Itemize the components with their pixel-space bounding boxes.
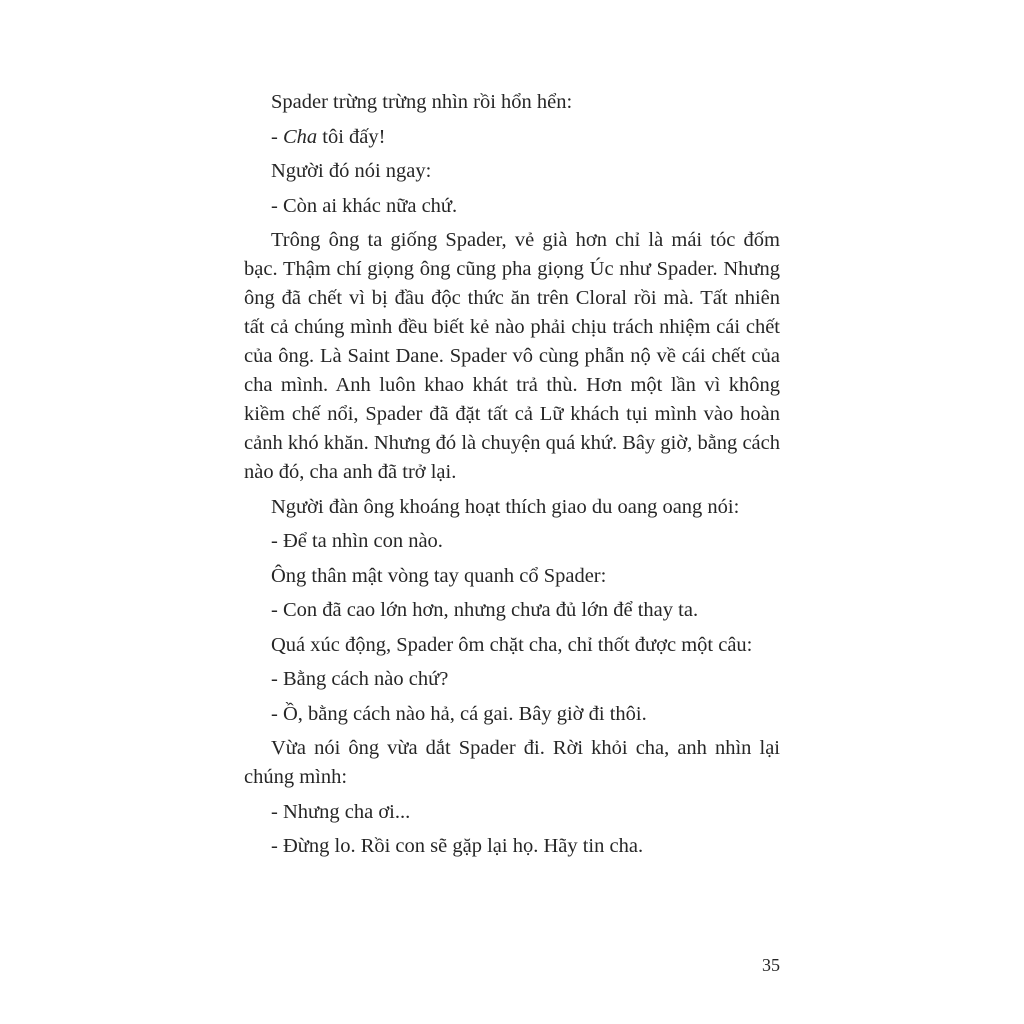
paragraph: Ông thân mật vòng tay quanh cổ Spader: <box>271 564 607 587</box>
dialogue-rest: tôi đấy! <box>317 125 386 148</box>
paragraph: - Để ta nhìn con nào. <box>271 530 443 552</box>
body-text <box>244 88 780 867</box>
dialogue-dash: - <box>271 125 283 148</box>
paragraph: Spader trừng trừng nhìn rồi hổn hển: <box>271 91 573 113</box>
paragraph: - Con đã cao lớn hơn, nhưng chưa đủ lớn để thay ta. <box>271 599 699 621</box>
paragraph: - Bằng cách nào chứ? <box>271 668 449 690</box>
paragraph: - Đừng lo. Rồi con sẽ gặp lại họ. Hãy tin cha. <box>271 835 644 857</box>
page-number: 35 <box>762 955 780 975</box>
paragraph: - Ồ, bằng cách nào hả, cá gai. Bây giờ đi thôi. <box>271 702 647 725</box>
emphasis-word: Cha <box>282 125 318 148</box>
paragraph: Trông ông ta giống Spader, vẻ già hơn chỉ là mái tóc đốm bạc. Thậm chí giọng ông cũng pha giọng Úc như Spader. Nhưng ông đã chết vì bị đầu độc thức ăn trên Cloral rồi mà. Tất nhiên tất cả chúng mình đều biết kẻ nào phải chịu trách nhiệm cái chết của ông. Là Saint Dane. Spader vô cùng phẫn nộ về cái chết của cha mình. Anh luôn khao khát trả thù. Hơn một lần vì không kiềm chế nổi, Spader đã đặt tất cả Lữ khách tụi mình vào hoàn cảnh khó khăn. Nhưng đó là chuyện quá khứ. Bây giờ, bằng cách nào đó, cha anh đã trở lại. <box>244 229 780 483</box>
paragraph: - Còn ai khác nữa chứ. <box>271 194 458 217</box>
paragraph: Quá xúc động, Spader ôm chặt cha, chỉ thốt được một câu: <box>271 633 753 656</box>
paragraph: Người đó nói ngay: <box>271 160 432 182</box>
paragraph: - Nhưng cha ơi... <box>271 800 411 823</box>
paragraph-dialogue <box>244 123 780 152</box>
paragraph: Người đàn ông khoáng hoạt thích giao du oang oang nói: <box>271 495 740 518</box>
paragraph: Vừa nói ông vừa dắt Spader đi. Rời khỏi cha, anh nhìn lại chúng mình: <box>244 737 780 788</box>
